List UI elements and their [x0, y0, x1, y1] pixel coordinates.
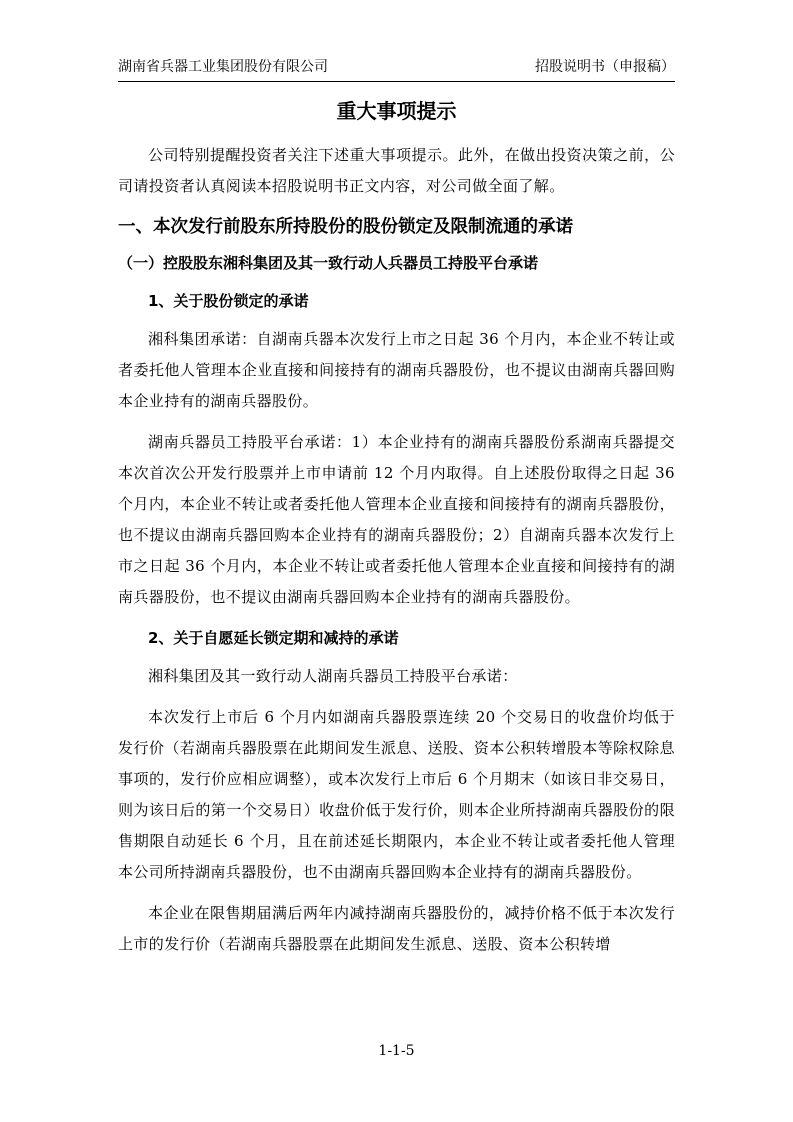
paragraph-reduction-price: 本企业在限售期届满后两年内减持湖南兵器股份的，减持价格不低于本次发行上市的发行价（若湖南兵器股票在此期间发生派息、送股、资本公积转增 — [118, 904, 675, 953]
item-heading-share-lockup: 1、关于股份锁定的承诺 — [148, 292, 309, 310]
item-heading-extended-lockup: 2、关于自愿延长锁定期和减持的承诺 — [148, 629, 399, 647]
page-number: 1-1-5 — [378, 1043, 415, 1059]
paragraph-price-lockup-extension: 本次发行上市后 6 个月内如湖南兵器股票连续 20 个交易日的收盘价均低于发行价（若湖南兵器股票在此期间发生派息、送股、资本公积转增股本等除权除息事项的，发行价应相应调整），或本次发行上市后 6 个月期末（如该日非交易日，则为该日后的第一个交易日）收盘价低于发行价，则本企业所持湖南兵器股份的限售期限自动延长 6 个月，且在前述延长期限内，本企业不转让或者委托他人管理本公司所持湖南兵器股份，也不由湖南兵器回购本企业持有的湖南兵器股份。 — [118, 708, 675, 881]
intro-paragraph: 公司特别提醒投资者关注下述重大事项提示。此外，在做出投资决策之前，公司请投资者认真阅读本招股说明书正文内容，对公司做全面了解。 — [118, 146, 675, 195]
document-body — [118, 96, 675, 960]
paragraph-xiangke-commitment: 湘科集团承诺：自湖南兵器本次发行上市之日起 36 个月内，本企业不转让或者委托他人管理本企业直接和间接持有的湖南兵器股份，也不提议由湖南兵器回购本企业持有的湖南兵器股份。 — [118, 330, 675, 410]
paragraph-joint-commitment-intro: 湘科集团及其一致行动人湖南兵器员工持股平台承诺： — [148, 667, 518, 685]
subsection-heading-1: （一）控股股东湘科集团及其一致行动人兵器员工持股平台承诺 — [118, 254, 539, 272]
page-title: 重大事项提示 — [336, 99, 457, 123]
paragraph-employee-platform-commitment: 湖南兵器员工持股平台承诺：1）本企业持有的湖南兵器股份系湖南兵器提交本次首次公开发行股票并上市申请前 12 个月内取得。自上述股份取得之日起 36 个月内，本企业不转让或者委托他人管理本企业直接和间接持有的湖南兵器股份，也不提议由湖南兵器回购本企业持有的湖南兵器股份；2）自湖南兵器本次发行上市之日起 36 个月内，本企业不转让或者委托他人管理本企业直接和间接持有的湖南兵器股份，也不提议由湖南兵器回购本企业持有的湖南兵器股份。 — [118, 433, 675, 606]
header-company-name: 湖南省兵器工业集团股份有限公司 — [118, 59, 328, 75]
section-heading-1: 一、本次发行前股东所持股份的股份锁定及限制流通的承诺 — [118, 217, 573, 237]
header-document-type: 招股说明书（申报稿） — [535, 59, 675, 75]
page-header — [118, 57, 675, 82]
